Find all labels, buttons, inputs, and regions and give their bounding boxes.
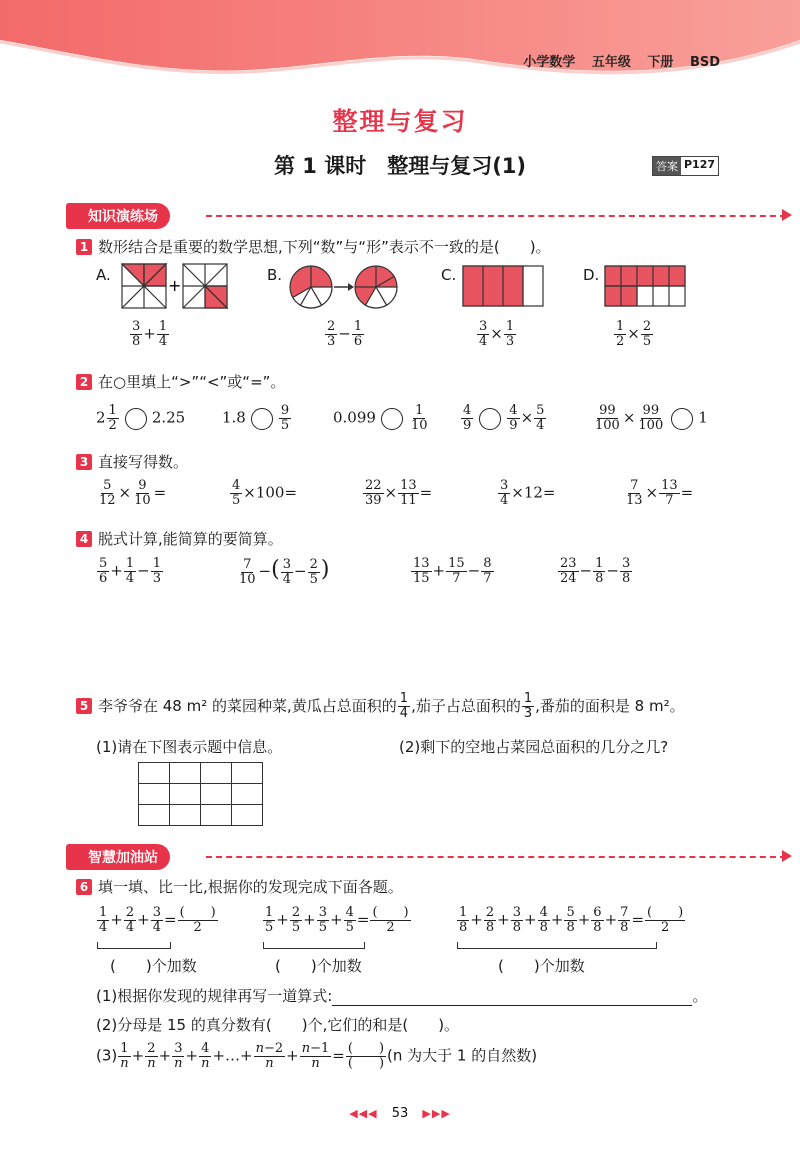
question-6	[76, 876, 403, 897]
header-term: 下册	[647, 55, 674, 70]
section-title-1: 知识演练场	[66, 203, 170, 229]
compare-item-4: $\frac{4}{9}$ $\frac{4}{9}$ × $\frac{5}{4}$	[463, 403, 545, 433]
right-arrows-icon: ▶▶▶	[422, 1107, 451, 1120]
question-5: 5 李爷爷在 48 m² 的菜园种菜,黄瓜占总面积的 $\frac{1}{4}$ ,茄子占总面积的 $\frac{1}{3}$ ,番茄的面积是 8 m²。	[76, 692, 685, 721]
mixed-calc-2: $\frac{7}{10}$ −( $\frac{3}{4}$ − $\frac{2}{5}$ )	[239, 556, 330, 587]
question-text-c: ,番茄的面积是 8 m²。	[535, 697, 685, 715]
compare-item-2: 1.8 $\frac{9}{5}$	[222, 403, 290, 433]
question-number: 2	[76, 374, 92, 390]
question-text: 在○里填上“>”“<”或“=”。	[98, 373, 286, 391]
addend-count-2: ( )个加数	[275, 957, 362, 975]
answer-page: P127	[684, 158, 716, 171]
option-a-figure	[121, 263, 231, 309]
compare-item-3: 0.099 $\frac{1}{10}$	[333, 403, 428, 433]
answer-line[interactable]	[332, 1005, 692, 1006]
page-footer	[0, 1106, 800, 1121]
question-text: 直接写得数。	[98, 453, 189, 471]
option-d-letter: D.	[583, 266, 600, 284]
option-b-letter: B.	[267, 266, 283, 284]
arrow-icon	[782, 850, 792, 862]
dashed-line	[206, 856, 786, 858]
mixed-calc-4: $\frac{23}{24}$ − $\frac{1}{8}$ − $\frac{3}{8}$	[560, 556, 631, 586]
answer-badge	[652, 156, 719, 176]
arrow-icon	[782, 209, 792, 221]
calc-item-5: $\frac{7}{13}$ × $\frac{13}{7}$ =	[626, 478, 694, 508]
mixed-calc-3: $\frac{13}{15}$ + $\frac{15}{7}$ − $\frac{8}{7}$	[413, 556, 492, 586]
sum-expr-3: $\frac{1}{8}$ + $\frac{2}{8}$ + $\frac{3}{8}$ + $\frac{4}{8}$ + $\frac{5}{8}$ + $\frac{6}{8}$ + $\frac{7}{8}$ = $\frac{( )}{2}$	[459, 905, 684, 935]
question-3	[76, 451, 188, 472]
option-b-figure	[288, 264, 404, 310]
garden-grid[interactable]	[138, 762, 263, 826]
sum-expr-2: $\frac{1}{5}$ + $\frac{2}{5}$ + $\frac{3}{5}$ + $\frac{4}{5}$ = $\frac{( )}{2}$	[265, 905, 409, 935]
question-1	[76, 236, 551, 257]
option-d-expr: $\frac{1}{2}$ × $\frac{2}{5}$	[616, 319, 652, 349]
question-text: 数形结合是重要的数学思想,下列“数”与“形”表示不一致的是( )。	[98, 238, 551, 256]
dashed-line	[206, 215, 786, 217]
question-number: 5	[76, 698, 92, 714]
q5-sub1: (1)请在下图表示题中信息。	[96, 738, 283, 756]
question-4	[76, 528, 283, 549]
question-number: 4	[76, 531, 92, 547]
question-number: 1	[76, 239, 92, 255]
question-2	[76, 371, 285, 392]
blank-circle[interactable]	[479, 408, 501, 430]
compare-item-1: 2 $\frac{1}{2}$ 2.25	[96, 403, 186, 433]
option-c-figure	[462, 265, 546, 309]
brace-1	[97, 942, 171, 949]
option-a-expr: $\frac{3}{8}$ + $\frac{1}{4}$	[132, 319, 168, 349]
calc-item-1: $\frac{5}{12}$ × $\frac{9}{10}$ =	[99, 478, 167, 508]
brace-3	[457, 942, 657, 949]
q6-sub3: (3) $\frac{1}{n}$ + $\frac{2}{n}$ + $\frac{3}{n}$ + $\frac{4}{n}$ +…+ $\frac{n-2}{n}$ + $\frac{n-1}{n}$ = $\frac{( )}{( )}$ (n 为大于 1 的自然数)	[96, 1041, 538, 1071]
blank-circle[interactable]	[125, 408, 147, 430]
header-info	[511, 51, 720, 70]
brace-2	[263, 942, 365, 949]
q5-sub2: (2)剩下的空地占菜园总面积的几分之几?	[399, 738, 669, 756]
addend-count-3: ( )个加数	[498, 957, 585, 975]
header-subject: 小学数学	[523, 55, 576, 70]
addend-count-1: ( )个加数	[110, 957, 197, 975]
option-c-letter: C.	[441, 266, 457, 284]
section-header-2	[66, 845, 170, 869]
sum-expr-1: $\frac{1}{4}$ + $\frac{2}{4}$ + $\frac{3}{4}$ = $\frac{( )}{2}$	[99, 905, 216, 935]
question-text-a: 李爷爷在 48 m² 的菜园种菜,黄瓜占总面积的	[98, 697, 397, 715]
blank-circle[interactable]	[251, 408, 273, 430]
question-text: 填一填、比一比,根据你的发现完成下面各题。	[98, 878, 403, 896]
q6-sub1: (1)根据你发现的规律再写一道算式: 。	[96, 987, 708, 1005]
page-number: 53	[391, 1106, 409, 1121]
header-band	[0, 0, 800, 90]
svg-text:+: +	[168, 276, 182, 295]
question-text-b: ,茄子占总面积的	[411, 697, 521, 715]
calc-item-3: $\frac{22}{39}$ × $\frac{13}{11}$ =	[365, 478, 433, 508]
option-a-letter: A.	[96, 266, 111, 284]
question-text: 脱式计算,能简算的要简算。	[98, 530, 283, 548]
option-c-expr: $\frac{3}{4}$ × $\frac{1}{3}$	[479, 319, 515, 349]
question-number: 6	[76, 879, 92, 895]
mixed-calc-1: $\frac{5}{6}$ + $\frac{1}{4}$ − $\frac{1}{3}$	[99, 556, 161, 586]
section-title-2: 智慧加油站	[66, 844, 170, 870]
header-edition: BSD	[689, 55, 720, 70]
blank-circle[interactable]	[671, 408, 693, 430]
question-number: 3	[76, 454, 92, 470]
lesson-subtitle: 第 1 课时 整理与复习(1)	[273, 154, 527, 178]
option-d-figure	[604, 265, 686, 309]
section-header-1	[66, 204, 170, 228]
option-b-expr: $\frac{2}{3}$ − $\frac{1}{6}$	[327, 319, 363, 349]
blank-circle[interactable]	[381, 408, 403, 430]
answer-label: 答案	[653, 157, 681, 175]
q6-sub2: (2)分母是 15 的真分数有( )个,它们的和是( )。	[96, 1016, 460, 1034]
calc-item-4: $\frac{3}{4}$ ×12=	[500, 478, 556, 508]
left-arrows-icon: ◀◀◀	[349, 1107, 378, 1120]
header-grade: 五年级	[591, 55, 631, 70]
page-title: 整理与复习	[332, 107, 468, 136]
calc-item-2: $\frac{4}{5}$ ×100=	[232, 478, 298, 508]
compare-item-5: $\frac{99}{100}$ × $\frac{99}{100}$ 1	[595, 403, 708, 433]
